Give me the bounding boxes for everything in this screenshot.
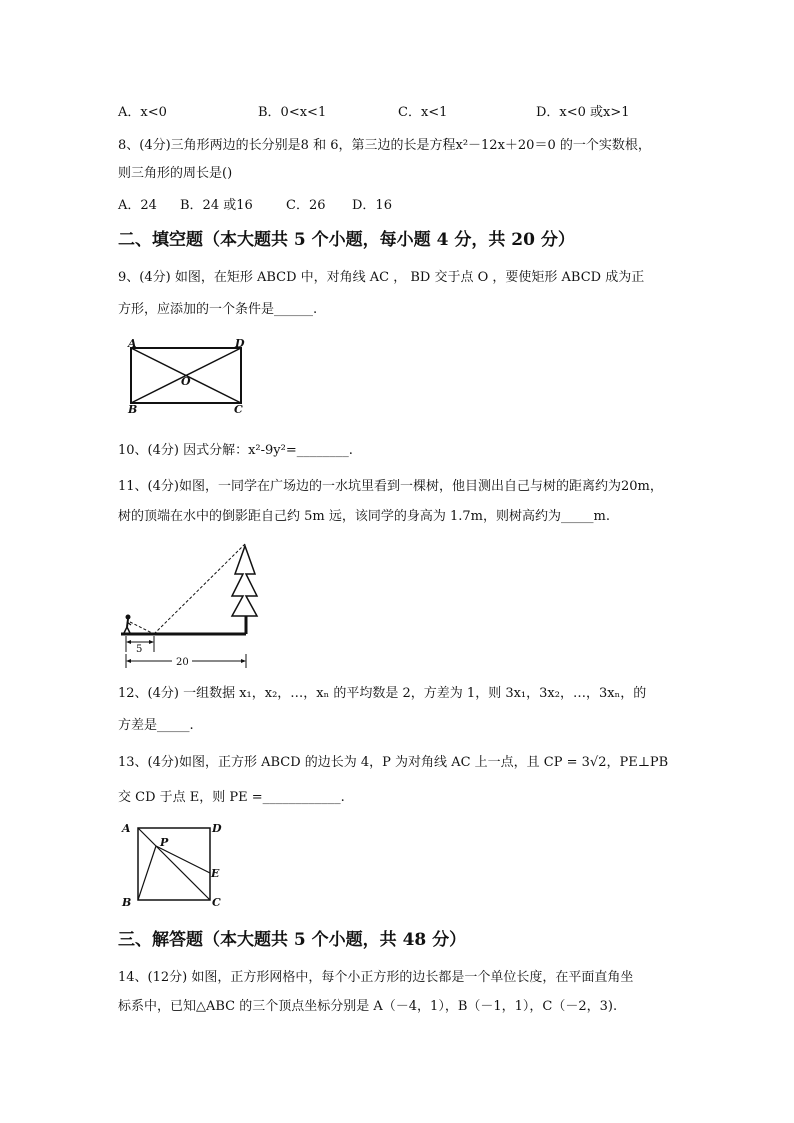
q9-label-d: D [235, 338, 245, 350]
q7-option-a: A．x<0 [118, 105, 167, 120]
q13-text-line2: 交 CD 于点 E，则 PE =____________. [118, 790, 345, 805]
q12-text-line2: 方差是_____. [118, 718, 194, 733]
section-fill-blank-heading: 二、填空题（本大题共 5 个小题，每小题 4 分，共 20 分） [118, 230, 575, 250]
q8-text-line1: 8、(4分)三角形两边的长分别是8 和 6，第三边的长是方程x²－12x＋20＝0 的一个实数根， [118, 138, 651, 153]
q10-text: 10、(4分) 因式分解：x²-9y²=________. [118, 443, 353, 458]
q12-text-line1: 12、(4分) 一组数据 x₁，x₂，…，xₙ 的平均数是 2，方差为 1，则 3x₁，3x₂，…，3xₙ，的 [118, 686, 647, 701]
q11-sight-line-tree [154, 544, 245, 634]
q9-label-c: C [234, 403, 243, 416]
q13-label-d: D [212, 822, 222, 835]
q13-label-c: C [212, 896, 221, 909]
q9-rectangle-figure [124, 338, 250, 418]
q11-label-short: 5 [136, 644, 143, 655]
q11-text-line1: 11、(4分)如图，一同学在广场边的一水坑里看到一棵树，他目测出自己与树的距离约为20m， [118, 479, 663, 494]
q8-option-a: A．24 [118, 198, 157, 213]
q13-label-p: P [160, 836, 169, 849]
q11-person-icon [124, 615, 131, 634]
q7-option-d: D．x<0 或x>1 [536, 105, 630, 120]
q13-label-a: A [122, 822, 131, 835]
q14-text-line1: 14、(12分) 如图，正方形网格中，每个小正方形的边长都是一个单位长度，在平面直角坐 [118, 970, 634, 985]
q9-label-o: O [181, 375, 191, 388]
q8-text-line2: 则三角形的周长是() [118, 166, 233, 181]
q8-option-b: B．24 或16 [180, 198, 253, 213]
q13-square-figure [118, 818, 230, 912]
q9-text-line1: 9、(4分) 如图，在矩形 ABCD 中，对角线 AC ， BD 交于点 O ，要使矩形 ABCD 成为正 [118, 270, 645, 285]
q7-option-b: B．0<x<1 [258, 105, 327, 120]
q11-tree-figure [116, 538, 272, 672]
q13-text-line1: 13、(4分)如图，正方形 ABCD 的边长为 4，P 为对角线 AC 上一点，且 CP = 3√2，PE⊥PB [118, 755, 669, 770]
q13-label-e: E [211, 867, 220, 880]
q8-option-c: C．26 [286, 198, 326, 213]
q9-text-line2: 方形，应添加的一个条件是______. [118, 302, 318, 317]
q9-label-a: A [128, 338, 137, 350]
q13-segment-pb [138, 846, 156, 900]
q13-segment-pe [156, 846, 210, 873]
q11-label-long: 20 [176, 657, 189, 668]
q14-text-line2: 标系中，已知△ABC 的三个顶点坐标分别是 A（－4，1），B（－1，1），C（－2，3). [118, 999, 618, 1014]
q13-diagonal-ac [138, 828, 210, 900]
q13-label-b: B [122, 896, 132, 909]
q11-sight-line-eye [130, 622, 154, 634]
q7-option-c: C．x<1 [398, 105, 448, 120]
q9-label-b: B [128, 403, 138, 416]
q11-text-line2: 树的顶端在水中的倒影距自己约 5m 远，该同学的身高为 1.7m，则树高约为_____m. [118, 509, 610, 524]
q11-tree-icon [232, 546, 257, 616]
section-solve-heading: 三、解答题（本大题共 5 个小题，共 48 分） [118, 930, 467, 950]
q8-option-d: D．16 [352, 198, 392, 213]
